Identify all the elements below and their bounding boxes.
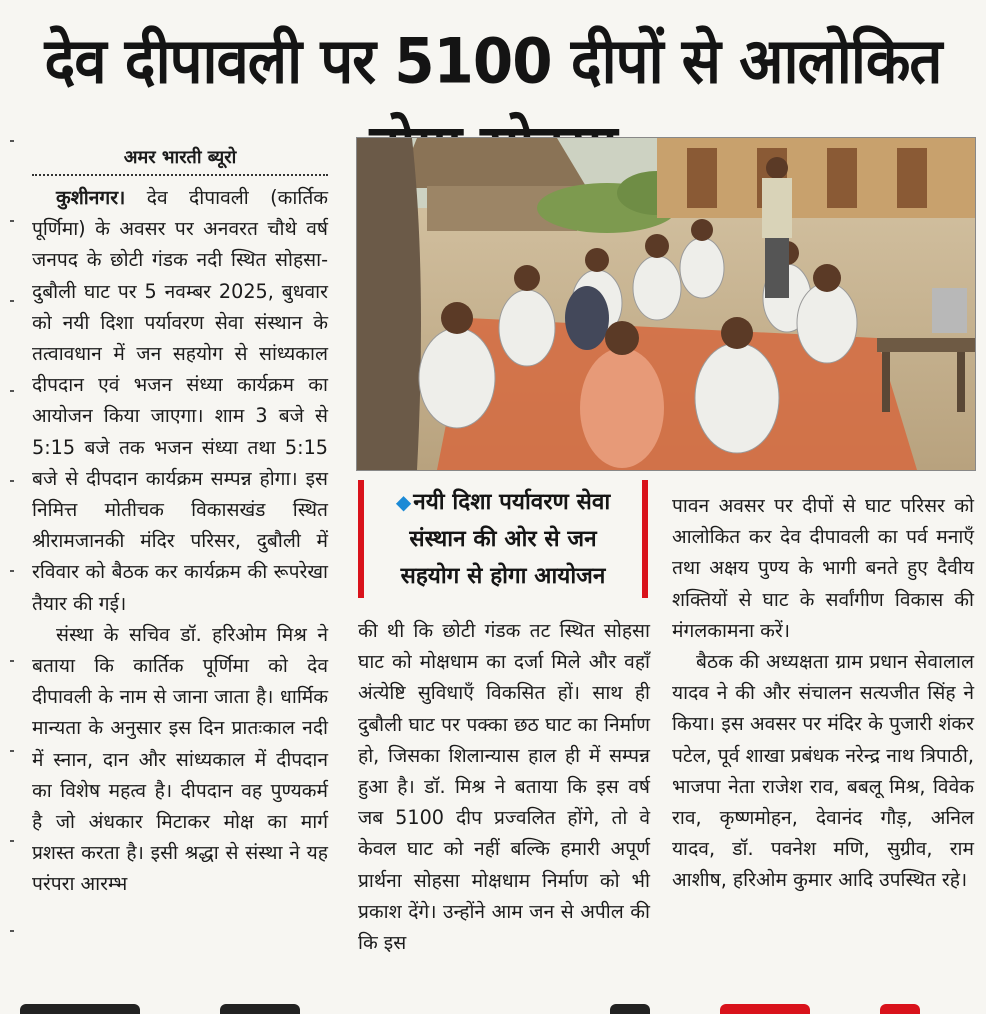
meeting-photo-illustration [357, 138, 975, 470]
paragraph-text: देव दीपावली (कार्तिक पूर्णिमा) के अवसर पर अनवरत चौथे वर्ष जनपद के छोटी गंडक नदी स्थित सोहसा-दुबौली घाट पर 5 नवम्बर 2025, बुधवार को नयी दिशा पर्यावरण सेवा संस्थान के तत्वावधान में जन सहयोग से सांध्यकाल दीपदान एवं भजन संध्या कार्यक्रम का आयोजन किया जाएगा। शाम 3 बजे से 5:15 बजे तक भजन संध्या तथा 5:15 बजे से दीपदान कार्यक्रम सम्पन्न होगा। इस निमित्त मोतीचक विकासखंड स्थित श्रीरामजानकी मंदिर परिसर, दुबौली में रविवार को बैठक कर कार्यक्रम की रूपरेखा तैयार की गई। [32, 186, 328, 615]
paragraph: बैठक की अध्यक्षता ग्राम प्रधान सेवालाल यादव ने की और संचालन सत्यजीत सिंह ने किया। इस अवसर पर मंदिर के पुजारी शंकर पटेल, पूर्व शाखा प्रबंधक नरेन्द्र नाथ त्रिपाठी, भाजपा नेता राजेश राव, बबलू मिश्र, विवेक राव, कृष्णमोहन, देवानंद गौड़, अनिल यादव, डॉ. पवनेश मणि, सुग्रीव, राम आशीष, हरिओम कुमार आदि उपस्थित रहे। [672, 650, 974, 892]
meeting-photo [356, 137, 976, 471]
article-column-3 [672, 490, 974, 896]
paragraph: पावन अवसर पर दीपों से घाट परिसर को आलोकित कर देव दीपावली का पर्व मनाएँ तथा अक्षय पुण्य के भागी बनते हुए दैवीय शक्तियों से घाट के सर्वांगीण विकास की मंगलकामना करें। [672, 494, 974, 642]
paragraph: संस्था के सचिव डॉ. हरिओम मिश्र ने बताया कि कार्तिक पूर्णिमा को देव दीपावली के नाम से जाना जाता है। धार्मिक मान्यता के अनुसार इस दिन प्रातःकाल नदी में स्नान, दान और सांध्यकाल में दीपदान का विशेष महत्व है। दीपदान वह पुण्यकर्म है जो अंधकार मिटाकर मोक्ष का मार्ग प्रशस्त करता है। इसी श्रद्धा से संस्था ने यह परंपरा आरम्भ [32, 622, 328, 896]
pull-quote-line-1: ◆नयी दिशा पर्यावरण सेवा [395, 489, 611, 515]
pull-quote-line-3: सहयोग से होगा आयोजन [400, 563, 606, 589]
paragraph [32, 182, 328, 619]
headline: देव दीपावली पर 5100 दीपों से आलोकित [44, 24, 942, 98]
next-article-cutoff [0, 1000, 986, 1014]
dateline: कुशीनगर। [56, 186, 126, 209]
article-column-1 [32, 145, 328, 900]
paragraph: की थी कि छोटी गंडक तट स्थित सोहसा घाट को मोक्षधाम का दर्जा मिले और वहाँ अंत्येष्टि सुविधाएँ विकसित हों। साथ ही दुबौली घाट पर पक्का छठ घाट का निर्माण हो, जिसका शिलान्यास हाल ही में सम्पन्न हुआ है। डॉ. मिश्र ने बताया कि इस वर्ष जब 5100 दीप प्रज्वलित होंगे, तो वे केवल घाट को नहीं बल्कि हमारी अपूर्ण प्रार्थना सोहसा मोक्षधाम निर्माण को भी प्रकाश देंगे। उन्होंने आम जन से अपील की कि इस [358, 619, 650, 955]
diamond-bullet-icon: ◆ [395, 490, 412, 514]
byline: अमर भारती ब्यूरो [32, 145, 328, 176]
pull-quote-line-2: संस्थान की ओर से जन [409, 526, 597, 552]
article-column-2 [358, 615, 650, 958]
margin-tick-marks [10, 140, 14, 980]
pull-quote [358, 480, 648, 598]
